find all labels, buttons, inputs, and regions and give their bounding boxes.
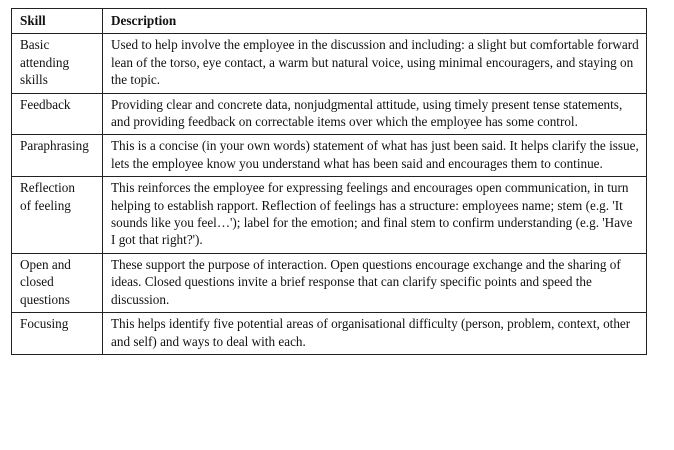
column-header-description: Description (103, 9, 647, 34)
description-cell: These support the purpose of interaction. Open questions encourage exchange and the sharing of ideas. Closed questions invite a brief response that can clarify specific points and speed the discussion. (103, 253, 647, 312)
table-row (12, 135, 647, 177)
skill-cell: Open and closed questions (12, 253, 103, 312)
description-cell: Used to help involve the employee in the discussion and including: a slight but comfortable forward lean of the torso, eye contact, a warm but natural voice, using minimal encouragers, and staying on the topic. (103, 34, 647, 93)
skill-cell: Basic attending skills (12, 34, 103, 93)
table-row (12, 313, 647, 355)
skill-cell: Reflection of feeling (12, 177, 103, 254)
table-row (12, 177, 647, 254)
skill-cell: Feedback (12, 93, 103, 135)
description-cell: Providing clear and concrete data, nonjudgmental attitude, using timely present tense statements, and providing feedback on correctable items over which the employee has some control. (103, 93, 647, 135)
skill-cell: Paraphrasing (12, 135, 103, 177)
column-header-skill: Skill (12, 9, 103, 34)
description-cell: This is a concise (in your own words) statement of what has just been said. It helps clarify the issue, lets the employee know you understand what has been said and encourages them to continue. (103, 135, 647, 177)
table-row (12, 34, 647, 93)
table-row (12, 253, 647, 312)
description-cell: This helps identify five potential areas of organisational difficulty (person, problem, context, other and self) and ways to deal with each. (103, 313, 647, 355)
skill-cell: Focusing (12, 313, 103, 355)
table-row (12, 93, 647, 135)
skills-table (11, 8, 647, 355)
description-cell: This reinforces the employee for expressing feelings and encourages open communication, in turn helping to establish rapport. Reflection of feelings has a structure: employees name; stem (e.g. 'It sounds like you feel…'); label for the emotion; and final stem to confirm understanding (e.g. 'Have I got that right?'). (103, 177, 647, 254)
table-header-row (12, 9, 647, 34)
